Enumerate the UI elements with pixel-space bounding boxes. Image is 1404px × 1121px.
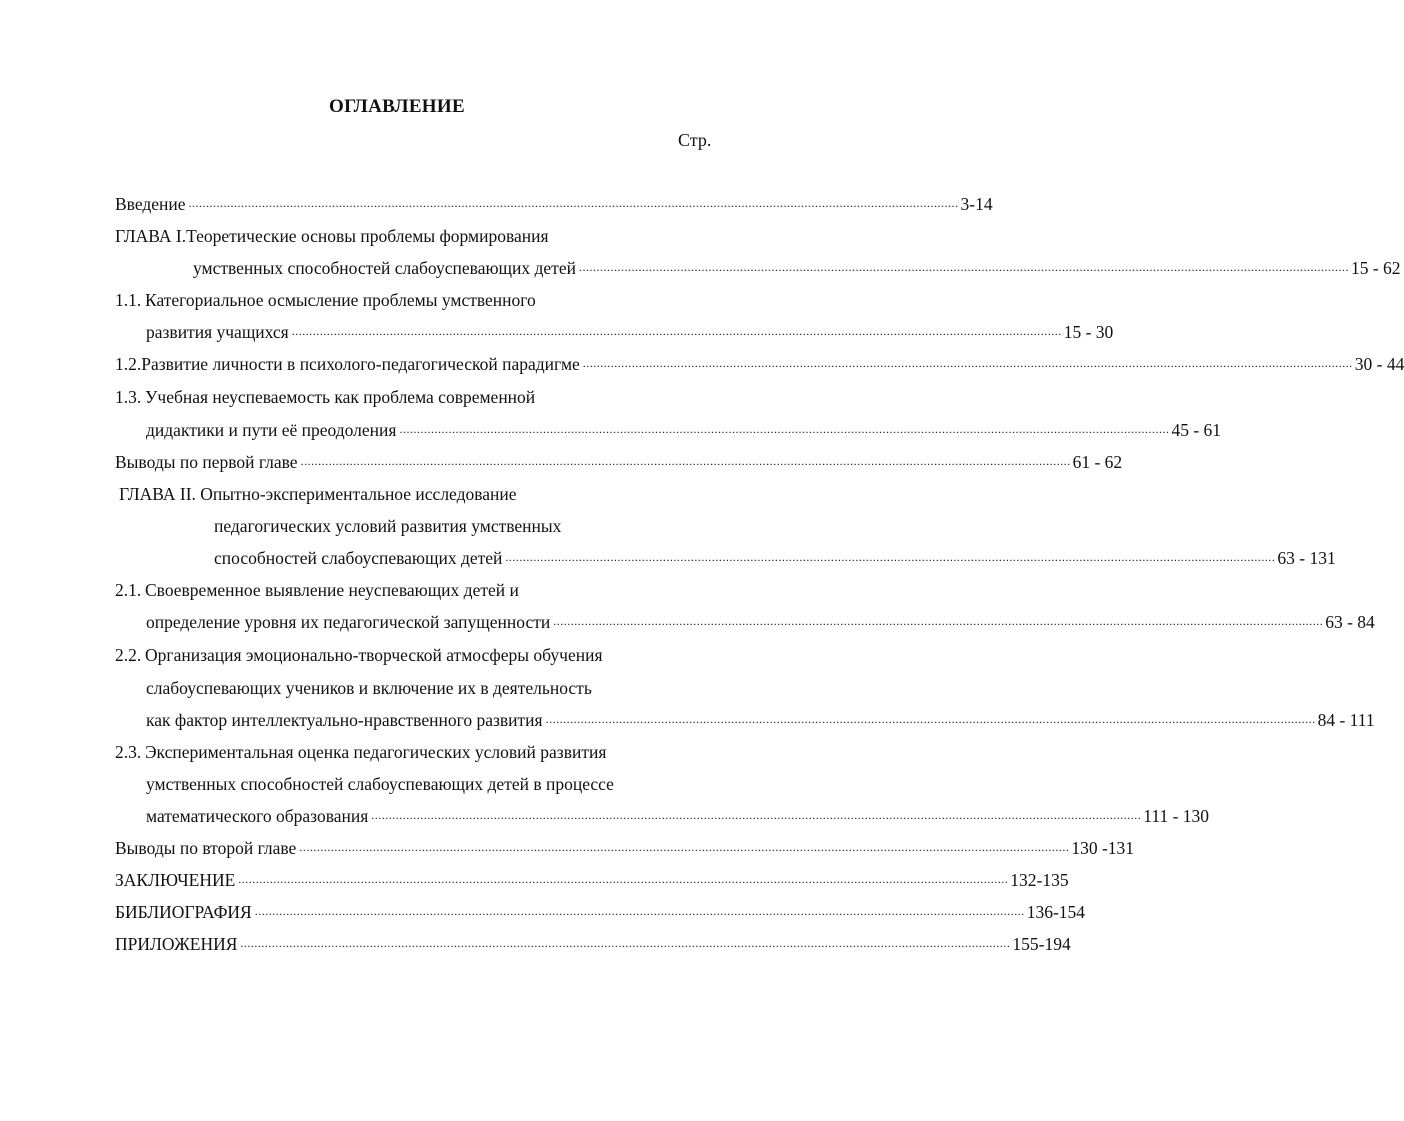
- toc-entry-pages: 15 - 62: [1350, 258, 1401, 278]
- toc-entry-text: БИБЛИОГРАФИЯ: [115, 902, 252, 922]
- toc-entry-section-1-3[interactable]: [115, 385, 715, 409]
- toc-entry-pages: 63 - 131: [1277, 548, 1336, 568]
- toc-leader-dots: ............................................................................................................................................................................................................................: [505, 550, 1276, 564]
- toc-entry-section-2-2[interactable]: [115, 643, 735, 667]
- toc-entry-text: определение уровня их педагогической запущенности: [146, 612, 551, 632]
- toc-leader-dots: ............................................................................................................................................................................................................................: [188, 196, 959, 210]
- toc-entry-pages: 132-135: [1010, 870, 1069, 890]
- toc-leader-dots: ............................................................................................................................................................................................................................: [300, 454, 1071, 468]
- toc-entry-section-2-2-cont[interactable]: [146, 676, 746, 700]
- toc-entry-pages: 130 -131: [1071, 838, 1135, 858]
- toc-entry-text: развития учащихся: [146, 322, 289, 342]
- toc-entry-text: как фактор интеллектуально-нравственного развития: [146, 710, 543, 730]
- toc-entry-section-2-2-cont2[interactable]: [146, 708, 1375, 732]
- toc-entry-text: ЗАКЛЮЧЕНИЕ: [115, 870, 236, 890]
- toc-section-number: 1.2.: [115, 354, 142, 374]
- toc-section-number: 1.3.: [115, 387, 142, 407]
- toc-entry-text: Своевременное выявление неуспевающих детей и: [145, 580, 519, 600]
- toc-leader-dots: ............................................................................................................................................................................................................................: [238, 872, 1009, 886]
- toc-entry-text: Выводы по первой главе: [115, 452, 298, 472]
- toc-leader-dots: ............................................................................................................................................................................................................................: [578, 260, 1349, 274]
- toc-entry-chapter-1[interactable]: [115, 224, 715, 248]
- toc-entry-pages: 111 - 130: [1143, 806, 1210, 826]
- toc-entry-text: Категориальное осмысление проблемы умственного: [145, 290, 536, 310]
- toc-entry-text: ГЛАВА I.Теоретические основы проблемы формирования: [115, 226, 549, 246]
- toc-entry-text: Введение: [115, 194, 186, 214]
- toc-entry-pages: 84 - 111: [1317, 710, 1375, 730]
- toc-section-number: 2.3.: [115, 742, 142, 762]
- toc-entry-text: умственных способностей слабоуспевающих детей в процессе: [146, 774, 614, 794]
- toc-entry-conclusions-2[interactable]: [115, 836, 1135, 860]
- toc-entry-text: умственных способностей слабоуспевающих детей: [193, 258, 576, 278]
- page-column-label: Стр.: [678, 130, 712, 150]
- toc-leader-dots: ............................................................................................................................................................................................................................: [582, 356, 1353, 370]
- toc-leader-dots: ............................................................................................................................................................................................................................: [399, 422, 1170, 436]
- toc-entry-text: слабоуспевающих учеников и включение их в деятельность: [146, 678, 592, 698]
- toc-leader-dots: ............................................................................................................................................................................................................................: [291, 324, 1062, 338]
- toc-entry-pages: 3-14: [960, 194, 993, 214]
- toc-entry-chapter-2-cont[interactable]: [214, 514, 714, 538]
- toc-entry-introduction[interactable]: [115, 192, 993, 216]
- toc-entry-text: Выводы по второй главе: [115, 838, 297, 858]
- toc-entry-chapter-1-cont[interactable]: [193, 256, 1401, 280]
- toc-entry-section-1-2[interactable]: [115, 352, 1404, 376]
- toc-leader-dots: ............................................................................................................................................................................................................................: [553, 614, 1324, 628]
- toc-entry-section-1-1[interactable]: [115, 288, 715, 312]
- toc-entry-pages: 30 - 44: [1354, 354, 1404, 374]
- toc-leader-dots: ............................................................................................................................................................................................................................: [254, 904, 1025, 918]
- toc-entry-text: Организация эмоционально-творческой атмосферы обучения: [145, 645, 603, 665]
- toc-entry-text: математического образования: [146, 806, 369, 826]
- toc-leader-dots: ............................................................................................................................................................................................................................: [371, 808, 1142, 822]
- toc-entry-section-2-3-cont2[interactable]: [146, 804, 1210, 828]
- toc-entry-text: педагогических условий развития умственных: [214, 516, 562, 536]
- toc-section-number: 2.2.: [115, 645, 142, 665]
- toc-entry-text: ГЛАВА II. Опытно-экспериментальное исследование: [119, 484, 517, 504]
- toc-entry-section-2-1[interactable]: [115, 578, 715, 602]
- toc-entry-chapter-2-cont2[interactable]: [214, 546, 1336, 570]
- toc-entry-pages: 155-194: [1012, 934, 1071, 954]
- page-title: ОГЛАВЛЕНИЕ: [329, 96, 465, 117]
- toc-entry-text: Экспериментальная оценка педагогических условий развития: [145, 742, 607, 762]
- toc-leader-dots: ............................................................................................................................................................................................................................: [299, 840, 1070, 854]
- toc-entry-text: дидактики и пути её преодоления: [146, 420, 397, 440]
- toc-entry-text: ПРИЛОЖЕНИЯ: [115, 934, 238, 954]
- toc-entry-pages: 61 - 62: [1072, 452, 1123, 472]
- toc-leader-dots: ............................................................................................................................................................................................................................: [240, 936, 1011, 950]
- toc-entry-chapter-2[interactable]: [119, 482, 719, 506]
- toc-entry-section-2-1-cont[interactable]: [146, 610, 1375, 634]
- toc-entry-section-1-1-cont[interactable]: [146, 320, 1114, 344]
- toc-entry-text: способностей слабоуспевающих детей: [214, 548, 503, 568]
- toc-entry-section-2-3-cont[interactable]: [146, 772, 766, 796]
- toc-entry-pages: 15 - 30: [1063, 322, 1114, 342]
- toc-entry-bibliography[interactable]: [115, 900, 1086, 924]
- toc-entry-appendices[interactable]: [115, 932, 1071, 956]
- toc-entry-text: Учебная неуспеваемость как проблема современной: [145, 387, 536, 407]
- toc-section-number: 1.1.: [115, 290, 142, 310]
- toc-section-number: 2.1.: [115, 580, 142, 600]
- toc-entry-pages: 63 - 84: [1325, 612, 1375, 632]
- toc-entry-pages: 136-154: [1026, 902, 1086, 922]
- toc-leader-dots: ............................................................................................................................................................................................................................: [545, 712, 1316, 726]
- toc-entry-text: Развитие личности в психолого-педагогической парадигме: [141, 354, 580, 374]
- toc-entry-section-2-3[interactable]: [115, 740, 745, 764]
- toc-entry-conclusion[interactable]: [115, 868, 1069, 892]
- toc-entry-pages: 45 - 61: [1171, 420, 1222, 440]
- toc-entry-section-1-3-cont[interactable]: [146, 418, 1222, 442]
- toc-entry-conclusions-1[interactable]: [115, 450, 1123, 474]
